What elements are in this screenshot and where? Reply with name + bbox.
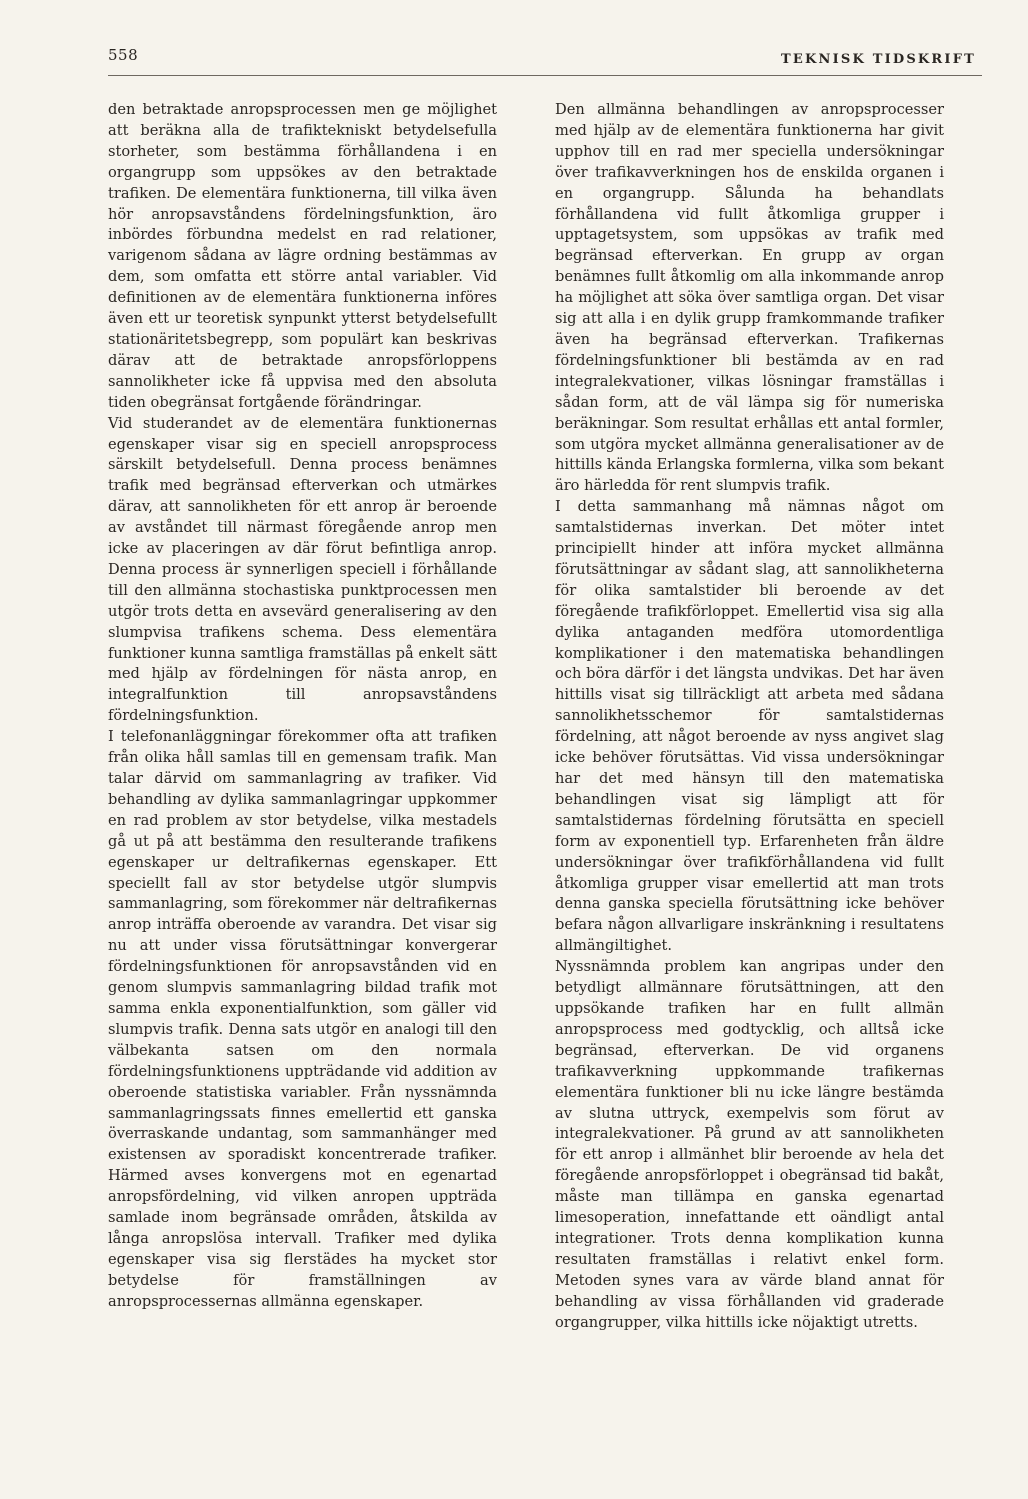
paragraph: Vid studerandet av de elementära funktionernas egenskaper visar sig en speciell anropsprocess särskilt betydelsefull. Denna process benämnes trafik med begränsad efterverkan och utmärkes därav, att sannolikheten för ett anrop är beroende av avståndet till närmast föregående anrop men icke av placeringen av där förut befintliga anrop. Denna process är synnerligen speciell i förhållande till den allmänna stochastiska punktprocessen men utgör trots detta en avsevärd generalisering av den slumpvisa trafikens schema. Dess elementära funktioner kunna samtliga framställas på enkelt sätt med hjälp av fördelningen för nästa anrop, en integralfunktion till anropsavståndens fördelningsfunktion. xyxy=(108,414,497,725)
left-column xyxy=(108,100,497,1313)
page-number: 558 xyxy=(108,46,139,64)
journal-title: TEKNISK TIDSKRIFT xyxy=(781,52,976,67)
right-column xyxy=(555,100,944,1333)
paragraph: Den allmänna behandlingen av anropsprocesser med hjälp av de elementära funktionerna har givit upphov till en rad mer speciella undersökningar över trafikavverkningen hos de enskilda organen i en organgrupp. Sålunda ha behandlats förhållandena vid fullt åtkomliga grupper i upptagetsystem, som uppsökas av trafik med begränsad efterverkan. En grupp av organ benämnes fullt åtkomlig om alla inkommande anrop ha möjlighet att söka över samtliga organ. Det visar sig att alla i en dylik grupp framkommande trafiker även ha begränsad efterverkan. Trafikernas fördelningsfunktioner bli bestämda av en rad integralekvationer, vilkas lösningar framställas i sådan form, att de väl lämpa sig för numeriska beräkningar. Som resultat erhållas ett antal formler, som utgöra mycket allmänna generalisationer av de hittills kända Erlangska formlerna, vilka som bekant äro härledda för rent slumpvis trafik. xyxy=(555,101,944,495)
paragraph: I detta sammanhang må nämnas något om samtalstidernas inverkan. Det möter intet principiellt hinder att införa mycket allmänna förutsättningar av sådant slag, att sannolikheterna för olika samtalstider bli beroende av det föregående trafikförloppet. Emellertid visa sig alla dylika antaganden medföra utomordentliga komplikationer i den matematiska behandlingen och böra därför i det längsta undvikas. Det har även hittills visat sig tillräckligt att arbeta med sådana sannolikhetsschemor för samtalstidernas fördelning, att något beroende av nyss angivet slag icke behöver förutsättas. Vid vissa undersökningar har det med hänsyn till den matematiska behandlingen visat sig lämpligt att för samtalstidernas fördelning förutsätta en speciell form av exponentiell typ. Erfarenheten från äldre undersökningar över trafikförhållandena vid fullt åtkomliga grupper visar emellertid att man trots denna ganska speciella förutsättning icke behöver befara någon allvarligare inskränkning i resultatens allmängiltighet. xyxy=(555,498,944,955)
header-rule xyxy=(108,75,982,76)
paragraph: Nyssnämnda problem kan angripas under den betydligt allmännare förutsättningen, att den uppsökande trafiken har en fullt allmän anropsprocess med godtycklig, och alltså icke begränsad, efterverkan. De vid organens trafikavverkning uppkommande trafikernas elementära funktioner bli nu icke längre bestämda av slutna uttryck, exempelvis som förut av integralekvationer. På grund av att sannolikheten för ett anrop i allmänhet blir beroende av hela det föregående anropsförloppet i obegränsad tid bakåt, måste man tillämpa en ganska egenartad limesoperation, innefattande ett oändligt antal integrationer. Trots denna komplikation kunna resultaten framställas i relativt enkel form. Metoden synes vara av värde bland annat för behandling av vissa förhållanden vid graderade organgrupper, vilka hittills icke nöjaktigt utretts. xyxy=(555,958,944,1331)
paragraph: den betraktade anropsprocessen men ge möjlighet att beräkna alla de trafiktekniskt betydelsefulla storheter, som bestämma förhållandena i en organgrupp som uppsökes av den betraktade trafiken. De elementära funktionerna, till vilka även hör anropsavståndens fördelningsfunktion, äro inbördes förbundna medelst en rad relationer, varigenom sådana av lägre ordning bestämmas av dem, som omfatta ett större antal variabler. Vid definitionen av de elementära funktionerna införes även ett ur teoretisk synpunkt ytterst betydelsefullt stationäritetsbegrepp, som populärt kan beskrivas därav att de betraktade anropsförloppens sannolikheter icke få uppvisa med den absoluta tiden obegränsat fortgående förändringar. xyxy=(108,101,497,411)
paragraph: I telefonanläggningar förekommer ofta att trafiken från olika håll samlas till en gemensam trafik. Man talar därvid om sammanlagring av trafiker. Vid behandling av dylika sammanlagringar uppkommer en rad problem av stor betydelse, vilka mestadels gå ut på att bestämma den resulterande trafikens egenskaper ur deltrafikernas egenskaper. Ett speciellt fall av stor betydelse utgör slumpvis sammanlagring, som förekommer när deltrafikernas anrop inträffa oberoende av varandra. Det visar sig nu att under vissa förutsättningar konvergerar fördelningsfunktionen för anropsavstånden vid en genom slumpvis sammanlagring bildad trafik mot samma enkla exponentialfunktion, som gäller vid slumpvis trafik. Denna sats utgör en analogi till den välbekanta satsen om den normala fördelningsfunktionens uppträdande vid addition av oberoende statistiska variabler. Från nyssnämnda sammanlagringssats finnes emellertid ett ganska överraskande undantag, som sammanhänger med existensen av sporadiskt koncentrerade trafiker. Härmed avses konvergens mot en egenartad anropsfördelning, vid vilken anropen uppträda samlade inom begränsade områden, åtskilda av långa anropslösa intervall. Trafiker med dylika egenskaper visa sig flerstädes ha mycket stor betydelse för framställningen av anropsprocessernas allmänna egenskaper. xyxy=(108,728,497,1310)
